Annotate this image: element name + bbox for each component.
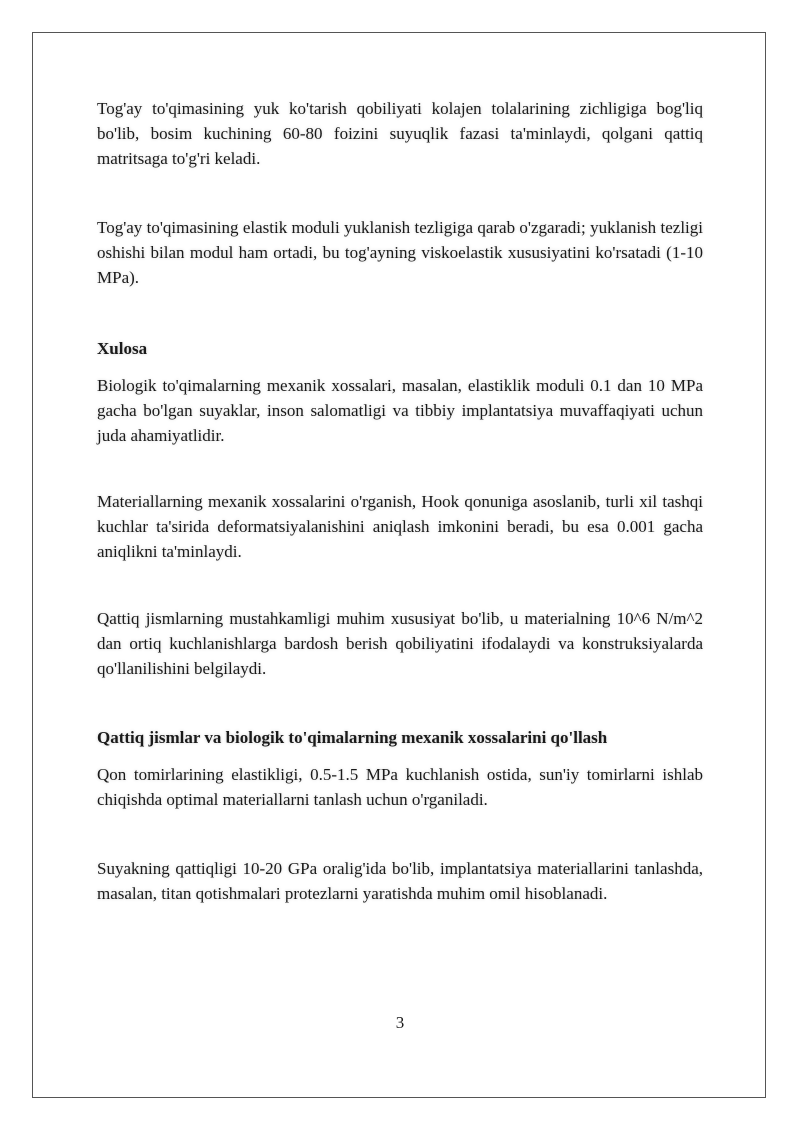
paragraph-blood-vessels: Qon tomirlarining elastikligi, 0.5-1.5 MPa kuchlanish ostida, sun'iy tomirlarni ishlab chiqishda optimal materiallarni tanlash uchun o'rganiladi. — [97, 765, 703, 809]
document-body — [97, 96, 703, 931]
paragraph-bone-hardness: Suyakning qattiqligi 10-20 GPa oralig'ida bo'lib, implantatsiya materiallarini tanlashda, masalan, titan qotishmalari protezlarni yaratishda muhim omil hisoblanadi. — [97, 859, 703, 903]
paragraph-cartilage-load: Tog'ay to'qimasining yuk ko'tarish qobiliyati kolajen tolalarining zichligiga bog'liq bo'lib, bosim kuchining 60-80 foizini suyuqlik fazasi ta'minlaydi, qolgani qattiq matritsaga to'g'ri keladi. — [97, 99, 703, 168]
paragraph-biological-tissues: Biologik to'qimalarning mexanik xossalari, masalan, elastiklik moduli 0.1 dan 10 MPa gacha bo'lgan suyaklar, inson salomatligi va tibbiy implantatsiya muvaffaqiyati uchun juda ahamiyatlidir. — [97, 376, 703, 445]
paragraph-hooke-law: Materiallarning mexanik xossalarini o'rganish, Hook qonuniga asoslanib, turli xil tashqi kuchlar ta'sirida deformatsiyalanishini aniqlash imkonini beradi, bu esa 0.001 gacha aniqlikni ta'minlaydi. — [97, 492, 703, 561]
heading-conclusion: Xulosa — [97, 339, 148, 358]
page-number: 3 — [395, 1013, 405, 1032]
heading-application: Qattiq jismlar va biologik to'qimalarning mexanik xossalarini qo'llash — [97, 728, 608, 747]
paragraph-cartilage-modulus: Tog'ay to'qimasining elastik moduli yuklanish tezligiga qarab o'zgaradi; yuklanish tezligi oshishi bilan modul ham ortadi, bu tog'ayning viskoelastik xususiyatini ko'rsatadi (1-10 MPa). — [97, 218, 703, 287]
paragraph-solid-strength: Qattiq jismlarning mustahkamligi muhim xususiyat bo'lib, u materialning 10^6 N/m^2 dan ortiq kuchlanishlarga bardosh berish qobiliyatini ifodalaydi va konstruksiyalarda qo'llanilishini belgilaydi. — [97, 609, 703, 678]
